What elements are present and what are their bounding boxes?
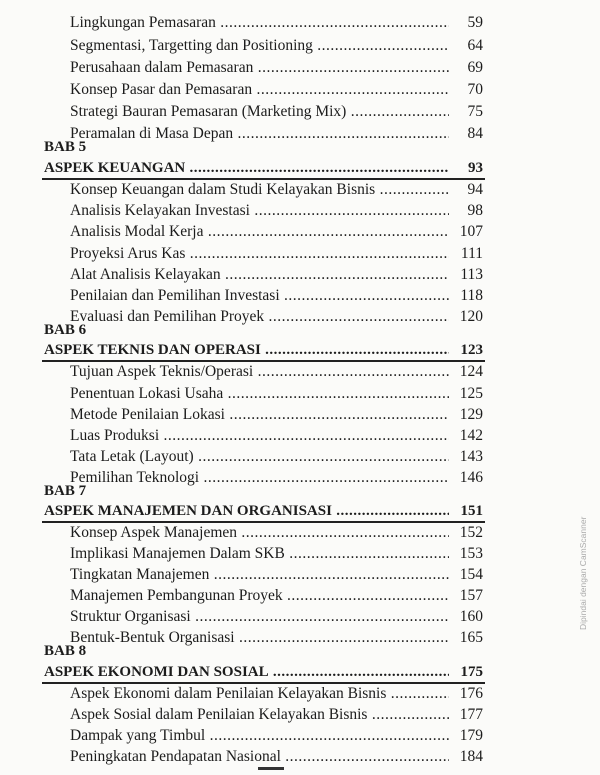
entry-page: 70 [467, 81, 483, 98]
chapter-title-row [44, 500, 483, 520]
entry-page: 177 [459, 706, 483, 723]
chapter-page: 123 [460, 342, 483, 358]
entry-title: Konsep Pasar dan Pemasaran ..... [70, 81, 449, 99]
toc-entry [70, 704, 483, 724]
entry-title: Metode Penilaian Lokasi ..... [70, 406, 449, 424]
entry-page: 124 [459, 363, 483, 380]
toc-entry [70, 606, 483, 626]
entry-title: Analisis Kelayakan Investasi ..... [70, 202, 449, 220]
entry-page: 111 [460, 245, 483, 262]
entry-page: 129 [459, 406, 483, 423]
chapter-title: ASPEK MANAJEMEN DAN ORGANISASI ..... [44, 502, 449, 520]
toc-entry [70, 285, 483, 305]
entry-page: 64 [467, 37, 483, 54]
toc-entry [70, 467, 483, 487]
chapter-label: BAB 7 [44, 483, 87, 499]
entry-page: 176 [459, 685, 483, 702]
entry-page: 152 [459, 524, 483, 541]
entry-page: 84 [467, 125, 483, 142]
toc-entry [70, 306, 483, 326]
toc-entry [70, 425, 483, 445]
entry-page: 113 [460, 266, 483, 283]
entry-page: 157 [459, 587, 483, 604]
entry-page: 160 [459, 608, 483, 625]
toc-entry [70, 264, 483, 284]
entry-title: Alat Analisis Kelayakan ..... [70, 266, 449, 284]
chapter-title: ASPEK TEKNIS DAN OPERASI ..... [44, 341, 449, 359]
entry-page: 146 [459, 469, 483, 486]
entry-title: Luas Produksi ..... [70, 427, 449, 445]
toc-entry [70, 221, 483, 241]
entry-page: 125 [459, 385, 483, 402]
entry-title: Lingkungan Pemasaran ..... [70, 14, 449, 32]
toc-entry [70, 543, 483, 563]
entry-title: Strategi Bauran Pemasaran (Marketing Mix) ..... [70, 103, 449, 121]
entry-title: Implikasi Manajemen Dalam SKB ..... [70, 545, 449, 563]
toc-entry [70, 79, 483, 99]
entry-page: 107 [459, 223, 483, 240]
chapter-page: 175 [460, 664, 483, 680]
toc-entry [70, 179, 483, 199]
entry-page: 69 [467, 59, 483, 76]
entry-title: Pemilihan Teknologi ..... [70, 469, 449, 487]
toc-entry [70, 404, 483, 424]
toc-entry [70, 746, 483, 766]
toc-entry [70, 683, 483, 703]
toc-entry [70, 446, 483, 466]
chapter-page: 93 [468, 160, 483, 176]
chapter-title-row [44, 661, 483, 681]
entry-title: Bentuk-Bentuk Organisasi ..... [70, 629, 449, 647]
entry-page: 118 [460, 287, 483, 304]
entry-title: Aspek Ekonomi dalam Penilaian Kelayakan Bisnis ..... [70, 685, 449, 703]
entry-page: 154 [459, 566, 483, 583]
entry-title: Penentuan Lokasi Usaha ..... [70, 385, 449, 403]
toc-entry [70, 101, 483, 121]
toc-entry [70, 243, 483, 263]
chapter-title-row [44, 339, 483, 359]
entry-title: Konsep Aspek Manajemen ..... [70, 524, 449, 542]
entry-title: Dampak yang Timbul ..... [70, 727, 449, 745]
entry-title: Analisis Modal Kerja ..... [70, 223, 449, 241]
entry-title: Konsep Keuangan dalam Studi Kelayakan Bisnis ..... [70, 181, 449, 199]
entry-title: Tujuan Aspek Teknis/Operasi ..... [70, 363, 449, 381]
entry-title: Evaluasi dan Pemilihan Proyek ..... [70, 308, 449, 326]
entry-title: Segmentasi, Targetting dan Positioning ..... [70, 37, 449, 55]
toc-entry [70, 200, 483, 220]
entry-page: 59 [467, 14, 483, 31]
entry-page: 75 [467, 103, 483, 120]
entry-page: 98 [467, 202, 483, 219]
toc-entry [70, 35, 483, 55]
toc-entry [70, 12, 483, 32]
chapter-title: ASPEK KEUANGAN ..... [44, 159, 449, 177]
toc-entry [70, 522, 483, 542]
entry-title: Aspek Sosial dalam Penilaian Kelayakan Bisnis ..... [70, 706, 449, 724]
entry-title: Peramalan di Masa Depan ..... [70, 125, 449, 143]
toc-entry [70, 627, 483, 647]
entry-title: Penilaian dan Pemilihan Investasi ..... [70, 287, 449, 305]
chapter-title: ASPEK EKONOMI DAN SOSIAL ..... [44, 663, 449, 681]
toc-entry [70, 725, 483, 745]
entry-page: 143 [459, 448, 483, 465]
page-bottom-mark [258, 767, 284, 770]
toc-entry [70, 383, 483, 403]
toc-entry [70, 564, 483, 584]
chapter-page: 151 [460, 503, 483, 519]
entry-page: 94 [467, 181, 483, 198]
entry-page: 142 [459, 427, 483, 444]
scanner-watermark: Dipindai dengan CamScanner [578, 516, 588, 630]
entry-title: Proyeksi Arus Kas ..... [70, 245, 449, 263]
entry-title: Manajemen Pembangunan Proyek ..... [70, 587, 449, 605]
entry-title: Struktur Organisasi ..... [70, 608, 449, 626]
entry-page: 153 [459, 545, 483, 562]
entry-page: 165 [459, 629, 483, 646]
toc-entry [70, 361, 483, 381]
toc-entry [70, 57, 483, 77]
entry-page: 179 [459, 727, 483, 744]
entry-page: 184 [459, 748, 483, 765]
chapter-title-row [44, 157, 483, 177]
toc-entry [70, 585, 483, 605]
chapter-label: BAB 5 [44, 139, 87, 155]
entry-title: Tata Letak (Layout) ..... [70, 448, 449, 466]
toc-entry [70, 123, 483, 143]
entry-title: Perusahaan dalam Pemasaran ..... [70, 59, 449, 77]
chapter-label: BAB 8 [44, 643, 87, 659]
chapter-label: BAB 6 [44, 322, 87, 338]
entry-page: 120 [459, 308, 483, 325]
entry-title: Tingkatan Manajemen ..... [70, 566, 449, 584]
entry-title: Peningkatan Pendapatan Nasional ..... [70, 748, 449, 766]
